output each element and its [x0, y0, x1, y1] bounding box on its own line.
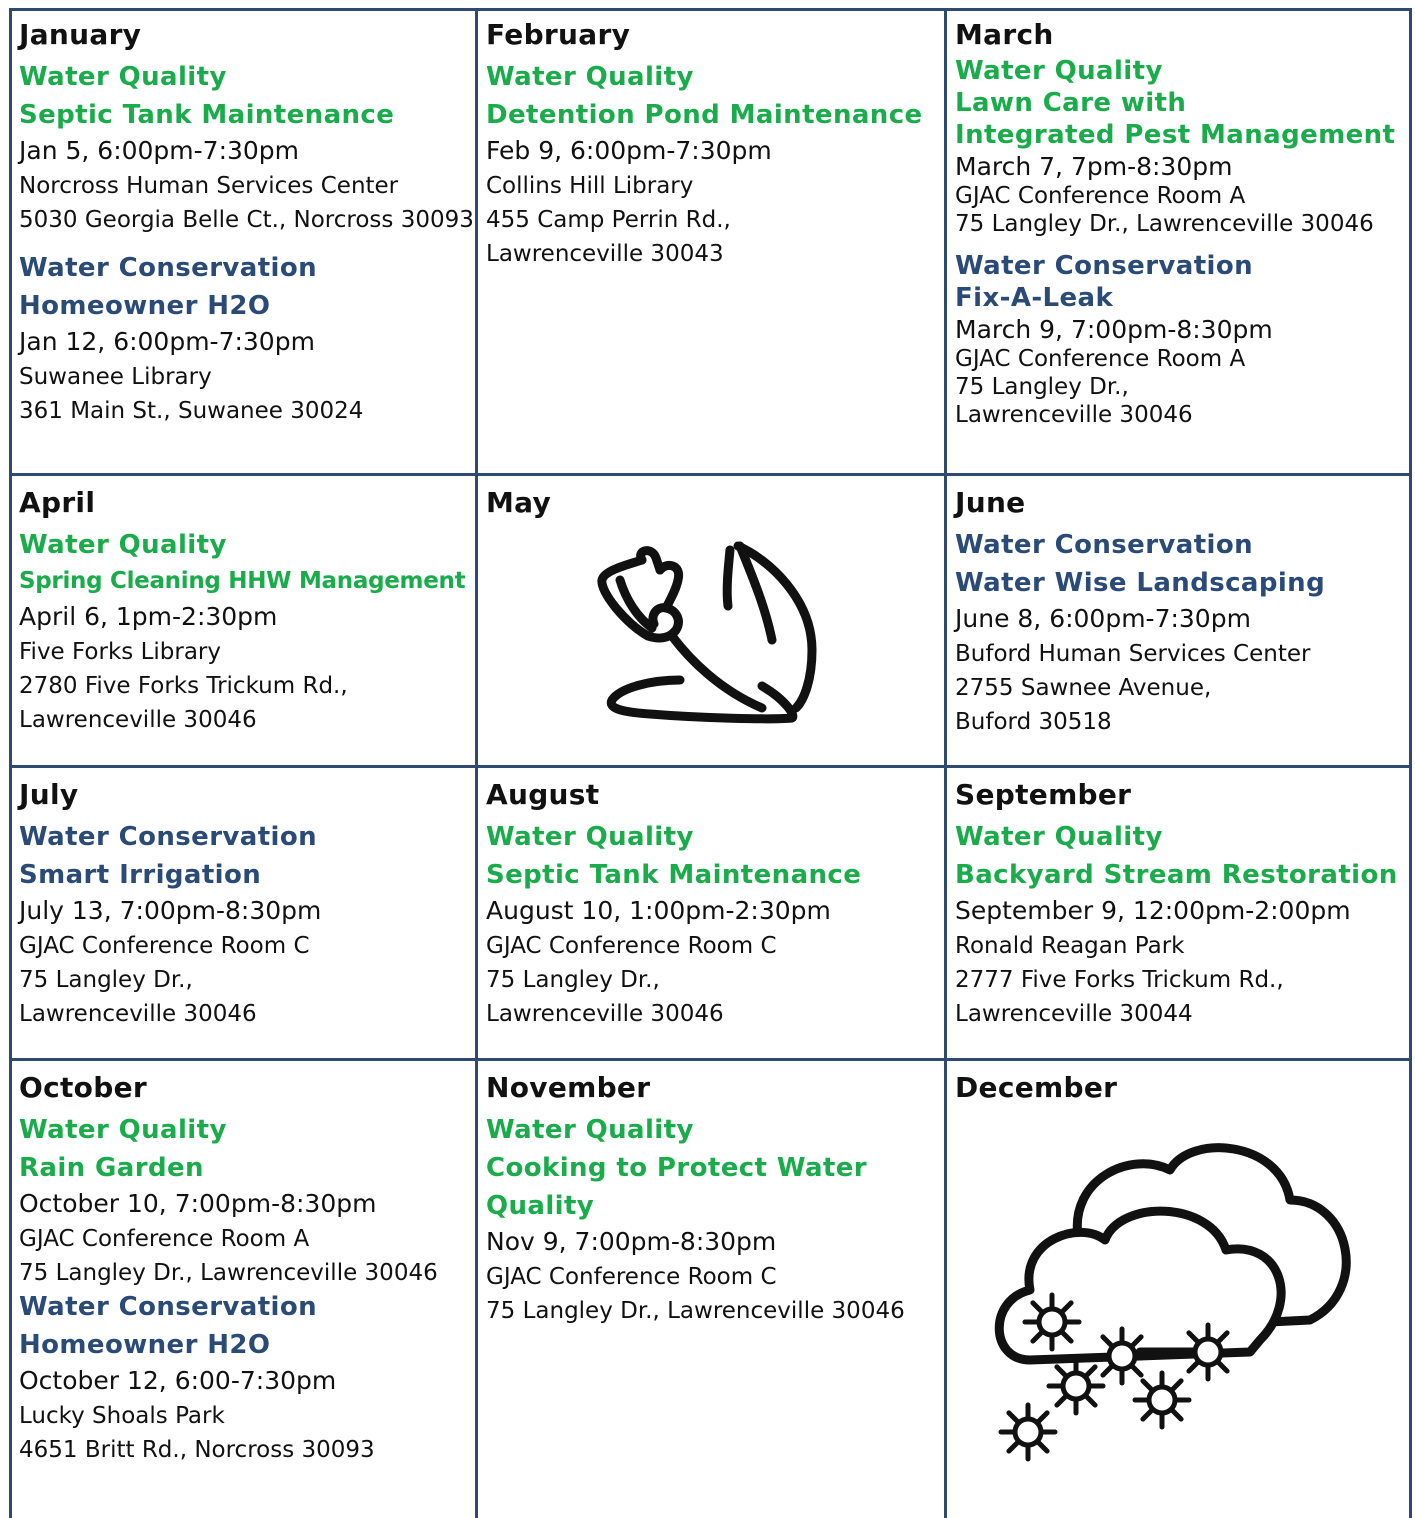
snowflake-center [1063, 1373, 1089, 1399]
event-time: July 13, 7:00pm-8:30pm [19, 896, 322, 925]
month-title: June [955, 486, 1026, 519]
event-address: 75 Langley Dr., Lawrenceville 30046 [486, 1298, 905, 1324]
event-category: Water Quality [486, 1115, 694, 1145]
event-category: Water Conservation [19, 253, 318, 283]
event-address: Lawrenceville 30046 [19, 1001, 257, 1027]
grid-line [9, 1058, 1412, 1061]
event-address: Buford 30518 [955, 709, 1112, 735]
event-title: Integrated Pest Management [955, 120, 1396, 150]
event-location: Norcross Human Services Center [19, 173, 399, 199]
event-time: Nov 9, 7:00pm-8:30pm [486, 1227, 777, 1256]
grid-line [9, 473, 1412, 476]
snowflake-center [1195, 1339, 1221, 1365]
event-location: GJAC Conference Room C [486, 1264, 777, 1290]
month-cell-march [955, 20, 1395, 428]
month-title: July [19, 778, 79, 811]
event-category: Water Conservation [955, 251, 1254, 281]
event-address: Lawrenceville 30046 [955, 402, 1193, 428]
grid-line [9, 765, 1412, 768]
event-time: March 9, 7:00pm-8:30pm [955, 315, 1273, 344]
event-location: Lucky Shoals Park [19, 1403, 225, 1429]
grid-line [9, 8, 1412, 11]
event-location: Five Forks Library [19, 639, 221, 665]
event-address: Lawrenceville 30043 [486, 241, 724, 267]
event-title: Backyard Stream Restoration [955, 860, 1398, 890]
event-location: GJAC Conference Room C [19, 933, 310, 959]
snowflake-center [1015, 1419, 1041, 1445]
event-category: Water Quality [19, 62, 227, 92]
month-title: September [955, 778, 1132, 811]
month-title: February [486, 18, 631, 51]
event-address: 75 Langley Dr., [19, 967, 193, 993]
event-title: Water Wise Landscaping [955, 568, 1326, 598]
month-title: April [19, 486, 96, 519]
event-address: 75 Langley Dr., [955, 374, 1129, 400]
snow-cloud-icon [990, 1130, 1360, 1470]
event-title: Smart Irrigation [19, 860, 262, 890]
event-time: September 9, 12:00pm-2:00pm [955, 896, 1351, 925]
month-cell-august [486, 780, 861, 1027]
event-time: Jan 5, 6:00pm-7:30pm [19, 136, 300, 165]
month-cell-july [19, 780, 321, 1027]
grid-line [944, 8, 947, 1518]
event-location: Collins Hill Library [486, 173, 694, 199]
snowflake-center [1109, 1343, 1135, 1369]
event-title: Detention Pond Maintenance [486, 100, 923, 130]
event-time: October 10, 7:00pm-8:30pm [19, 1189, 377, 1218]
snowflake-center [1149, 1387, 1175, 1413]
month-cell-september [955, 780, 1398, 1027]
event-address: 2780 Five Forks Trickum Rd., [19, 673, 348, 699]
event-location: Buford Human Services Center [955, 641, 1311, 667]
event-category: Water Quality [955, 56, 1163, 86]
event-time: April 6, 1pm-2:30pm [19, 602, 278, 631]
event-location: GJAC Conference Room A [955, 183, 1246, 209]
event-address: 75 Langley Dr., Lawrenceville 30046 [19, 1260, 438, 1286]
month-cell-october [19, 1073, 438, 1463]
event-location: GJAC Conference Room A [19, 1226, 310, 1252]
month-cell-february [486, 20, 923, 267]
event-time: October 12, 6:00-7:30pm [19, 1366, 337, 1395]
event-address: Lawrenceville 30044 [955, 1001, 1193, 1027]
event-address: 361 Main St., Suwanee 30024 [19, 398, 364, 424]
event-address: 2777 Five Forks Trickum Rd., [955, 967, 1284, 993]
event-category: Water Conservation [19, 1292, 318, 1322]
month-title: October [19, 1071, 147, 1104]
event-category: Water Quality [19, 530, 227, 560]
event-location: Suwanee Library [19, 364, 212, 390]
event-location: GJAC Conference Room C [486, 933, 777, 959]
month-cell-june [955, 488, 1325, 735]
month-title: December [955, 1071, 1118, 1104]
month-cell-january [19, 20, 474, 424]
month-cell-december [955, 1073, 1117, 1103]
event-category: Water Quality [486, 822, 694, 852]
event-address: 5030 Georgia Belle Ct., Norcross 30093 [19, 207, 474, 233]
event-title: Rain Garden [19, 1153, 204, 1183]
event-time: Feb 9, 6:00pm-7:30pm [486, 136, 772, 165]
event-address: Lawrenceville 30046 [19, 707, 257, 733]
event-location: Ronald Reagan Park [955, 933, 1185, 959]
event-address: 2755 Sawnee Avenue, [955, 675, 1212, 701]
event-title: Cooking to Protect Water [486, 1153, 868, 1183]
grid-line [9, 8, 12, 1518]
event-category: Water Quality [955, 822, 1163, 852]
tulip-icon [590, 540, 820, 730]
event-title: Septic Tank Maintenance [486, 860, 862, 890]
event-category: Water Quality [19, 1115, 227, 1145]
month-title: November [486, 1071, 651, 1104]
grid-line [1409, 8, 1412, 1518]
event-time: March 7, 7pm-8:30pm [955, 152, 1233, 181]
event-title: Quality [486, 1191, 595, 1221]
event-time: Jan 12, 6:00pm-7:30pm [19, 327, 315, 356]
event-address: 455 Camp Perrin Rd., [486, 207, 731, 233]
month-title: March [955, 18, 1054, 51]
event-title: Fix-A-Leak [955, 283, 1114, 313]
event-title: Homeowner H2O [19, 1330, 271, 1360]
event-address: 75 Langley Dr., [486, 967, 660, 993]
grid-line [475, 8, 478, 1518]
event-title: Homeowner H2O [19, 291, 271, 321]
event-address: 75 Langley Dr., Lawrenceville 30046 [955, 211, 1374, 237]
month-cell-may [486, 488, 551, 518]
snowflake-center [1039, 1309, 1065, 1335]
event-title: Spring Cleaning HHW Management [19, 568, 466, 594]
month-title: May [486, 486, 552, 519]
event-category: Water Quality [486, 62, 694, 92]
month-title: January [19, 18, 142, 51]
event-title: Septic Tank Maintenance [19, 100, 395, 130]
event-time: August 10, 1:00pm-2:30pm [486, 896, 831, 925]
event-time: June 8, 6:00pm-7:30pm [955, 604, 1251, 633]
event-category: Water Conservation [19, 822, 318, 852]
event-location: GJAC Conference Room A [955, 346, 1246, 372]
event-address: 4651 Britt Rd., Norcross 30093 [19, 1437, 375, 1463]
event-category: Water Conservation [955, 530, 1254, 560]
month-title: August [486, 778, 600, 811]
event-title: Lawn Care with [955, 88, 1187, 118]
event-address: Lawrenceville 30046 [486, 1001, 724, 1027]
month-cell-november [486, 1073, 905, 1324]
month-cell-april [19, 488, 465, 733]
